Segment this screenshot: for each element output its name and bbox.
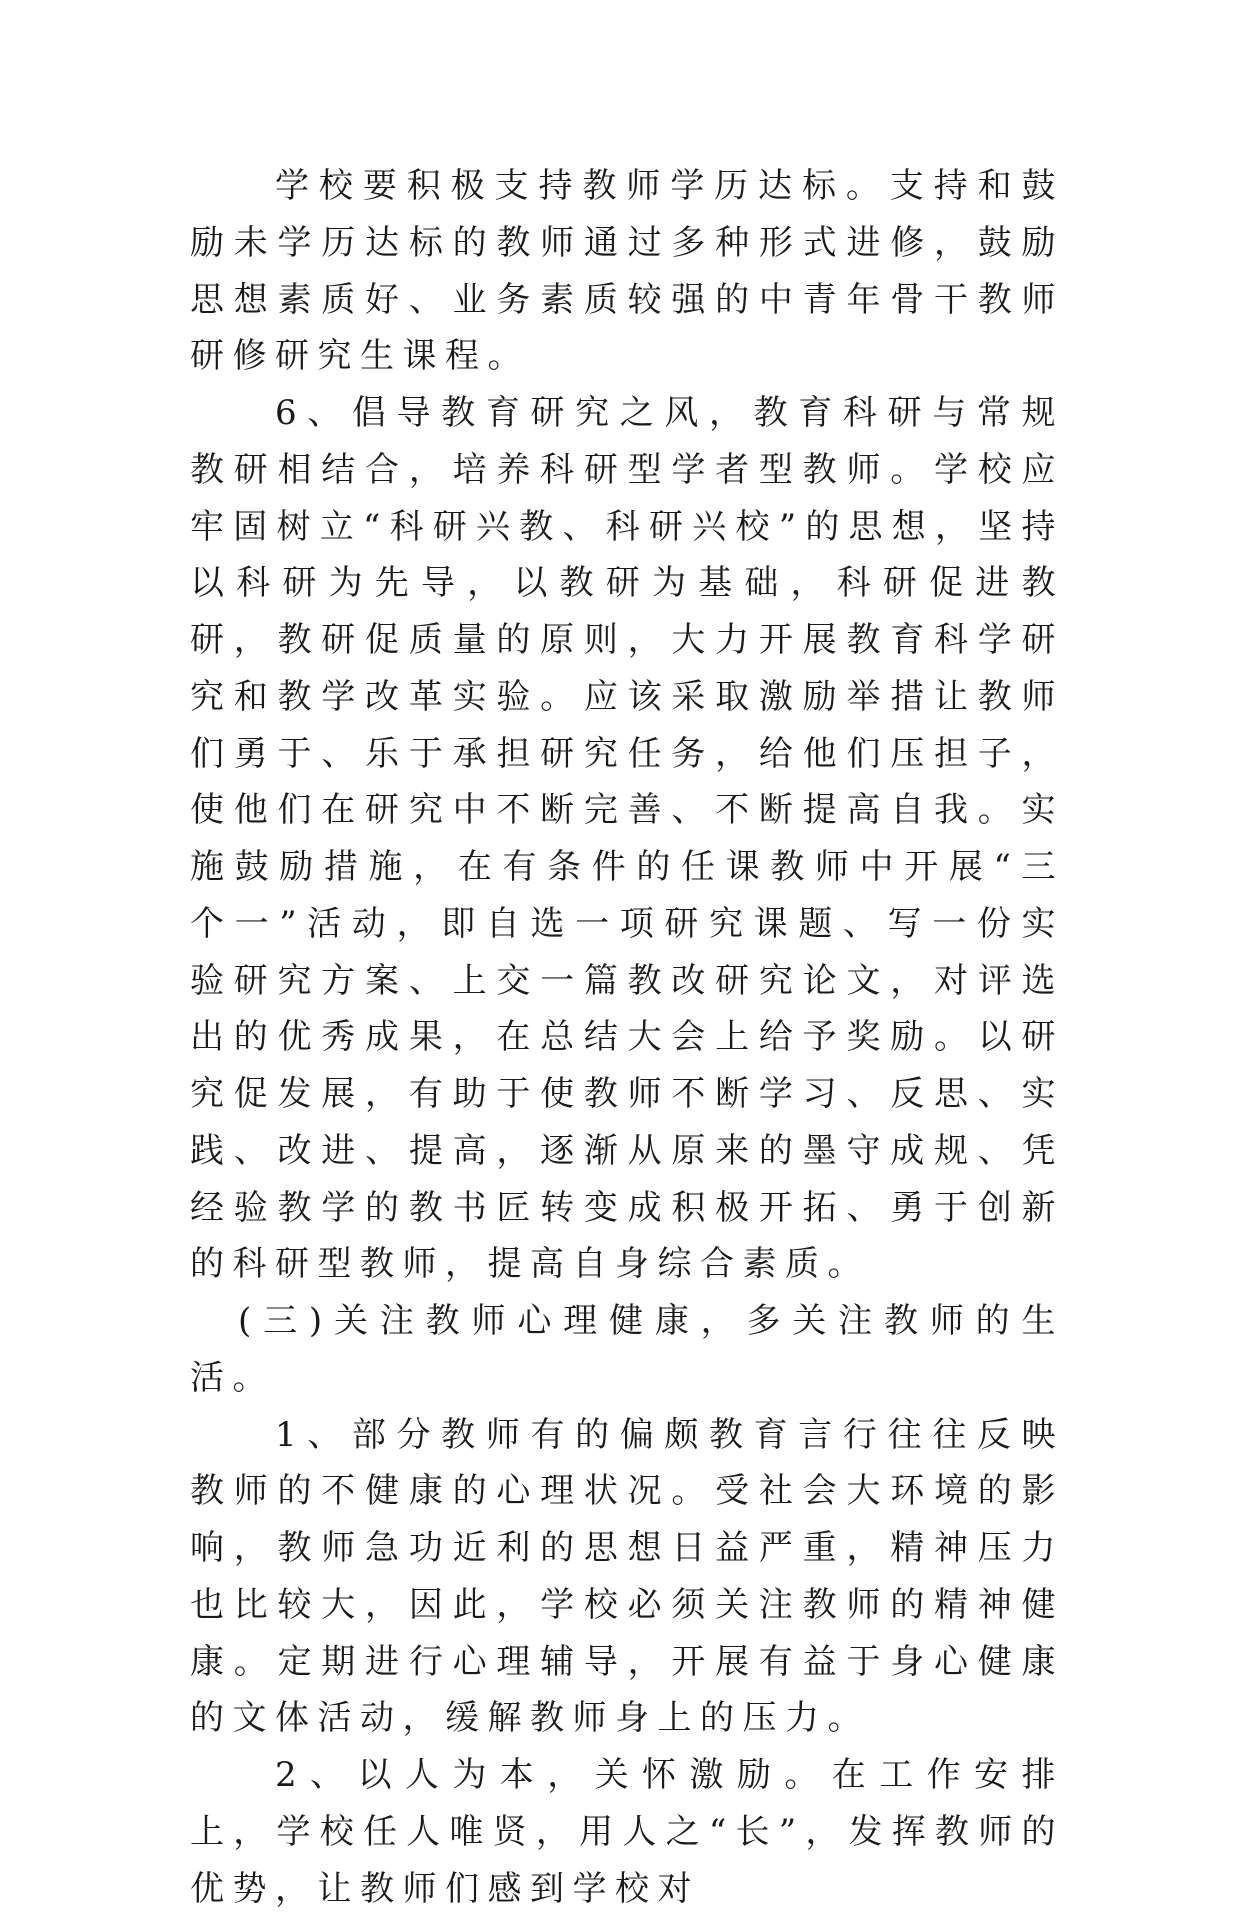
paragraph-research-culture: 6、倡导教育研究之风，教育科研与常规教研相结合，培养科研型学者型教师。学校应牢固树立“科研兴教、科研兴校”的思想，坚持以科研为先导，以教研为基础，科研促进教研，教研促质量的原则，大力开展教育科学研究和教学改革实验。应该采取激励举措让教师们勇于、乐于承担研究任务，给他们压担子，使他们在研究中不断完善、不断提高自我。实施鼓励措施，在有条件的任课教师中开展“三个一”活动，即自选一项研究课题、写一份实验研究方案、上交一篇教改研究论文，对评选出的优秀成果，在总结大会上给予奖励。以研究促发展，有助于使教师不断学习、反思、实践、改进、提高，逐渐从原来的墨守成规、凭经验教学的教书匠转变成积极开拓、勇于创新的科研型教师，提高自身综合素质。 bbox=[190, 393, 1064, 1285]
paragraph-psychological-state: 1、部分教师有的偏颇教育言行往往反映教师的不健康的心理状况。受社会大环境的影响，教师急功近利的思想日益严重，精神压力也比较大，因此，学校必须关注教师的精神健康。定期进行心理辅导，开展有益于身心健康的文体活动，缓解教师身上的压力。 bbox=[190, 1414, 1064, 1739]
document-body bbox=[190, 158, 1064, 1917]
paragraph-degree-support: 学校要积极支持教师学历达标。支持和鼓励未学历达标的教师通过多种形式进修，鼓励思想素质好、业务素质较强的中青年骨干教师研修研究生课程。 bbox=[190, 166, 1064, 377]
section-heading-mental-health: (三)关注教师心理健康，多关注教师的生活。 bbox=[190, 1301, 1064, 1398]
paragraph-people-oriented: 2、以人为本，关怀激励。在工作安排上，学校任人唯贤，用人之“长”，发挥教师的优势，让教师们感到学校对 bbox=[190, 1755, 1064, 1909]
